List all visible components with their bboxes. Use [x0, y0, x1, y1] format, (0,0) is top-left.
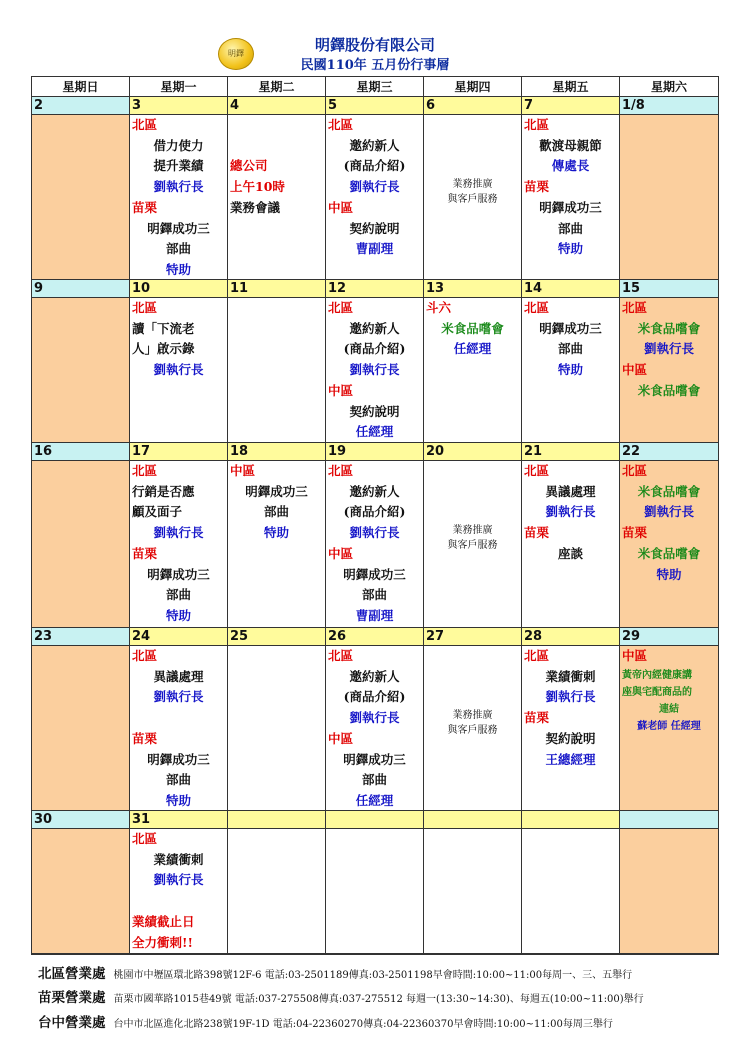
- event-line: 苗栗: [524, 525, 550, 541]
- event-line: 業績截止日: [132, 913, 195, 929]
- event-line: 苗栗: [132, 730, 158, 746]
- weekday-header: 星期六: [620, 77, 718, 97]
- event-line: 與客戶服務: [447, 725, 498, 737]
- event-line: 業務推廣: [452, 710, 493, 722]
- event-line: 劉執行長: [643, 504, 694, 520]
- date-number: 15: [620, 280, 718, 298]
- event-line: [426, 482, 519, 503]
- weekday-header-row: [32, 77, 718, 97]
- day-cell: [522, 298, 620, 442]
- event-line: 人」啟示錄: [132, 341, 195, 357]
- event-line: 苗栗: [622, 525, 648, 541]
- event-line: 劉執行長: [349, 525, 400, 541]
- day-cell: [130, 461, 228, 627]
- event-line: 劉執行長: [153, 872, 204, 888]
- day-cell: [130, 115, 228, 279]
- event-line: 北區: [328, 648, 354, 663]
- document-header: [0, 28, 750, 74]
- date-number: 1/8: [620, 97, 718, 115]
- date-number: 18: [228, 443, 326, 461]
- weekday-header: 星期四: [424, 77, 522, 97]
- event-line: 曹副理: [355, 241, 394, 257]
- event-line: 特助: [656, 566, 682, 582]
- event-line: 米食品嚐會: [637, 545, 701, 561]
- weekday-header: 星期五: [522, 77, 620, 97]
- day-cell: [326, 298, 424, 442]
- day-cell: [522, 115, 620, 279]
- event-line: 黃帝內經健康講: [622, 669, 692, 681]
- event-line: 全力衝刺!!: [132, 934, 193, 950]
- event-line: 座與宅配商品的: [622, 686, 692, 698]
- date-number: 11: [228, 280, 326, 298]
- event-line: [426, 156, 519, 177]
- event-line: 中區: [328, 545, 354, 561]
- event-line: 苗栗: [524, 179, 550, 195]
- date-number-row: [32, 628, 718, 646]
- event-line: 顧及面子: [132, 504, 183, 520]
- day-cell: [32, 298, 130, 442]
- event-line: 中區: [328, 382, 354, 398]
- event-line: 明鐸成功三: [343, 566, 406, 582]
- event-line: [230, 115, 323, 136]
- event-line: 劉執行長: [349, 179, 400, 195]
- event-line: 劉執行長: [349, 710, 400, 726]
- events-row: [32, 115, 718, 280]
- event-line: 北區: [328, 117, 354, 132]
- weekday-header: 星期一: [130, 77, 228, 97]
- event-line: 米食品嚐會: [637, 320, 701, 336]
- event-line: 斗六: [426, 300, 452, 315]
- event-line: 北區: [132, 117, 158, 132]
- event-line: 北區: [132, 300, 158, 315]
- event-line: 契約說明: [545, 730, 596, 746]
- date-number-row: [32, 443, 718, 461]
- weekday-header: 星期日: [32, 77, 130, 97]
- event-line: 任經理: [355, 792, 394, 808]
- day-cell: [228, 298, 326, 442]
- event-line: [132, 891, 225, 912]
- date-number: 24: [130, 628, 228, 646]
- event-line: [426, 115, 519, 136]
- office-info: [38, 986, 644, 1006]
- event-line: 歡渡母親節: [539, 137, 602, 153]
- office-label: 苗栗營業處: [38, 990, 106, 1006]
- date-number: 16: [32, 443, 130, 461]
- day-cell: [424, 115, 522, 279]
- event-line: 劉執行長: [349, 362, 400, 378]
- event-line: 中區: [622, 648, 648, 663]
- day-cell: [620, 646, 718, 810]
- event-line: 傳處長: [551, 158, 590, 174]
- day-cell: [326, 461, 424, 627]
- day-cell: [522, 829, 620, 953]
- event-line: 苗栗: [132, 545, 158, 561]
- day-cell: [620, 829, 718, 953]
- date-number: 14: [522, 280, 620, 298]
- event-line: 明鐸成功三: [539, 199, 602, 215]
- date-number: 21: [522, 443, 620, 461]
- event-line: 北區: [132, 831, 158, 846]
- event-line: [426, 646, 519, 667]
- office-details: 苗栗市國華路1015巷49號 電話:037-275508傳真:037-275512 每週一(13:30~14:30)、每週五(10:00~11:00)舉行: [113, 994, 644, 1005]
- date-number: 5: [326, 97, 424, 115]
- date-number-row: [32, 811, 718, 829]
- day-cell: [228, 461, 326, 627]
- events-row: [32, 829, 718, 954]
- event-line: 北區: [328, 463, 354, 478]
- event-line: 邀約新人: [349, 668, 400, 684]
- event-line: 業務推廣: [452, 179, 493, 191]
- date-number: 6: [424, 97, 522, 115]
- day-cell: [32, 461, 130, 627]
- office-label: 北區營業處: [38, 966, 106, 982]
- date-number: 29: [620, 628, 718, 646]
- event-line: 明鐸成功三: [539, 320, 602, 336]
- event-line: [426, 667, 519, 688]
- day-cell: [32, 829, 130, 953]
- event-line: 契約說明: [349, 220, 400, 236]
- event-line: 北區: [524, 463, 550, 478]
- calendar-table: [31, 76, 719, 955]
- weekday-header: 星期三: [326, 77, 424, 97]
- event-line: 明鐸成功三: [147, 751, 210, 767]
- weekday-header: 星期二: [228, 77, 326, 97]
- event-line: [230, 136, 323, 157]
- event-line: 劉執行長: [545, 689, 596, 705]
- event-line: 契約說明: [349, 403, 400, 419]
- event-line: 特助: [165, 792, 191, 808]
- day-cell: [130, 298, 228, 442]
- day-cell: [424, 829, 522, 953]
- date-number: 28: [522, 628, 620, 646]
- event-line: (商品介紹): [343, 341, 406, 357]
- company-name: 明鐸股份有限公司: [314, 36, 435, 54]
- day-cell: [130, 646, 228, 810]
- calendar-title: 民國110年 五月份行事層: [300, 58, 450, 73]
- event-line: (商品介紹): [343, 504, 406, 520]
- date-number: [620, 811, 718, 829]
- date-number: 7: [522, 97, 620, 115]
- event-line: 借力使力: [153, 137, 204, 153]
- event-line: 部曲: [361, 587, 387, 603]
- date-number: [228, 811, 326, 829]
- day-cell: [326, 646, 424, 810]
- event-line: 特助: [165, 261, 191, 277]
- date-number: [326, 811, 424, 829]
- event-line: 連結: [659, 703, 679, 715]
- day-cell: [228, 646, 326, 810]
- event-line: 邀約新人: [349, 137, 400, 153]
- event-line: 劉執行長: [153, 689, 204, 705]
- event-line: 特助: [557, 362, 583, 378]
- event-line: 邀約新人: [349, 320, 400, 336]
- day-cell: [522, 461, 620, 627]
- event-line: (商品介紹): [343, 158, 406, 174]
- date-number: [424, 811, 522, 829]
- event-line: 總公司: [230, 158, 268, 174]
- event-line: 劉執行長: [643, 341, 694, 357]
- event-line: 米食品嚐會: [637, 483, 701, 499]
- event-line: 中區: [328, 730, 354, 746]
- day-cell: [228, 115, 326, 279]
- office-details: 台中市北區進化北路238號19F-1D 電話:04-22360270傳真:04-22360370早會時間:10:00~11:00每周三舉行: [113, 1019, 613, 1030]
- office-details: 桃園市中壢區環北路398號12F-6 電話:03-2501189傳真:03-2501198早會時間:10:00~11:00每周一、三、五舉行: [113, 970, 633, 981]
- day-cell: [424, 646, 522, 810]
- date-number: 12: [326, 280, 424, 298]
- event-line: (商品介紹): [343, 689, 406, 705]
- event-line: 特助: [557, 241, 583, 257]
- event-line: 部曲: [557, 220, 583, 236]
- event-line: 任經理: [453, 341, 492, 357]
- event-line: 部曲: [557, 341, 583, 357]
- event-line: 北區: [622, 463, 648, 478]
- events-row: [32, 461, 718, 628]
- date-number: 27: [424, 628, 522, 646]
- event-line: 任經理: [355, 424, 394, 440]
- day-cell: [32, 115, 130, 279]
- date-number: 25: [228, 628, 326, 646]
- event-line: 與客戶服務: [447, 194, 498, 206]
- date-number: 26: [326, 628, 424, 646]
- event-line: 業務推廣: [452, 525, 493, 537]
- event-line: 部曲: [165, 241, 191, 257]
- day-cell: [620, 115, 718, 279]
- day-cell: [620, 461, 718, 627]
- date-number: [522, 811, 620, 829]
- event-line: [426, 136, 519, 157]
- event-line: 中區: [230, 463, 256, 478]
- event-line: 異議處理: [545, 483, 596, 499]
- event-line: 明鐸成功三: [147, 220, 210, 236]
- event-line: 業務會議: [230, 199, 281, 215]
- date-number: 3: [130, 97, 228, 115]
- day-cell: [424, 461, 522, 627]
- day-cell: [326, 115, 424, 279]
- event-line: [426, 687, 519, 708]
- date-number: 2: [32, 97, 130, 115]
- event-line: 北區: [524, 300, 550, 315]
- event-line: 明鐸成功三: [343, 751, 406, 767]
- event-line: 王總經理: [545, 751, 596, 767]
- event-line: 蘇老師 任經理: [637, 720, 701, 732]
- day-cell: [32, 646, 130, 810]
- date-number: 30: [32, 811, 130, 829]
- event-line: 業績衝刺: [545, 668, 596, 684]
- event-line: 與客戶服務: [447, 540, 498, 552]
- date-number: 13: [424, 280, 522, 298]
- office-info: [38, 1011, 613, 1031]
- event-line: 曹副理: [355, 607, 394, 623]
- office-label: 台中營業處: [38, 1015, 106, 1031]
- event-line: 北區: [328, 300, 354, 315]
- event-line: 劉執行長: [545, 504, 596, 520]
- event-line: [426, 502, 519, 523]
- date-number: 22: [620, 443, 718, 461]
- event-line: 北區: [524, 117, 550, 132]
- event-line: 異議處理: [153, 668, 204, 684]
- day-cell: [424, 298, 522, 442]
- date-number: 19: [326, 443, 424, 461]
- day-cell: [326, 829, 424, 953]
- event-line: 苗栗: [132, 199, 158, 215]
- date-number: 20: [424, 443, 522, 461]
- date-number-row: [32, 97, 718, 115]
- event-line: 北區: [622, 300, 648, 315]
- event-line: 部曲: [165, 587, 191, 603]
- event-line: 座談: [557, 545, 583, 561]
- date-number: 23: [32, 628, 130, 646]
- event-line: 部曲: [263, 504, 289, 520]
- events-row: [32, 646, 718, 811]
- event-line: 劉執行長: [153, 362, 204, 378]
- event-line: 讀「下流老: [132, 320, 195, 336]
- company-logo: 明鐸: [218, 38, 254, 70]
- event-line: 苗栗: [524, 710, 550, 726]
- event-line: 北區: [132, 648, 158, 663]
- event-line: 北區: [132, 463, 158, 478]
- date-number: 10: [130, 280, 228, 298]
- event-line: 提升業績: [153, 158, 204, 174]
- event-line: 劉執行長: [153, 525, 204, 541]
- event-line: [426, 461, 519, 482]
- event-line: 特助: [165, 607, 191, 623]
- event-line: 米食品嚐會: [441, 320, 504, 336]
- event-line: 劉執行長: [153, 179, 204, 195]
- event-line: 上午10時: [230, 179, 285, 195]
- day-cell: [522, 646, 620, 810]
- date-number: 4: [228, 97, 326, 115]
- date-number: 17: [130, 443, 228, 461]
- event-line: 業績衝刺: [153, 851, 204, 867]
- event-line: 行銷是否應: [132, 483, 195, 499]
- event-line: 部曲: [361, 772, 387, 788]
- event-line: 中區: [328, 199, 354, 215]
- day-cell: [228, 829, 326, 953]
- date-number: 9: [32, 280, 130, 298]
- day-cell: [620, 298, 718, 442]
- event-line: 中區: [622, 362, 648, 378]
- event-line: [132, 708, 225, 729]
- events-row: [32, 298, 718, 443]
- event-line: 米食品嚐會: [637, 382, 701, 398]
- date-number-row: [32, 280, 718, 298]
- office-info: [38, 962, 632, 982]
- day-cell: [130, 829, 228, 953]
- event-line: 部曲: [165, 772, 191, 788]
- event-line: 明鐸成功三: [147, 566, 210, 582]
- event-line: 特助: [263, 525, 289, 541]
- date-number: 31: [130, 811, 228, 829]
- event-line: 北區: [524, 648, 550, 663]
- event-line: 邀約新人: [349, 483, 400, 499]
- event-line: 明鐸成功三: [245, 483, 308, 499]
